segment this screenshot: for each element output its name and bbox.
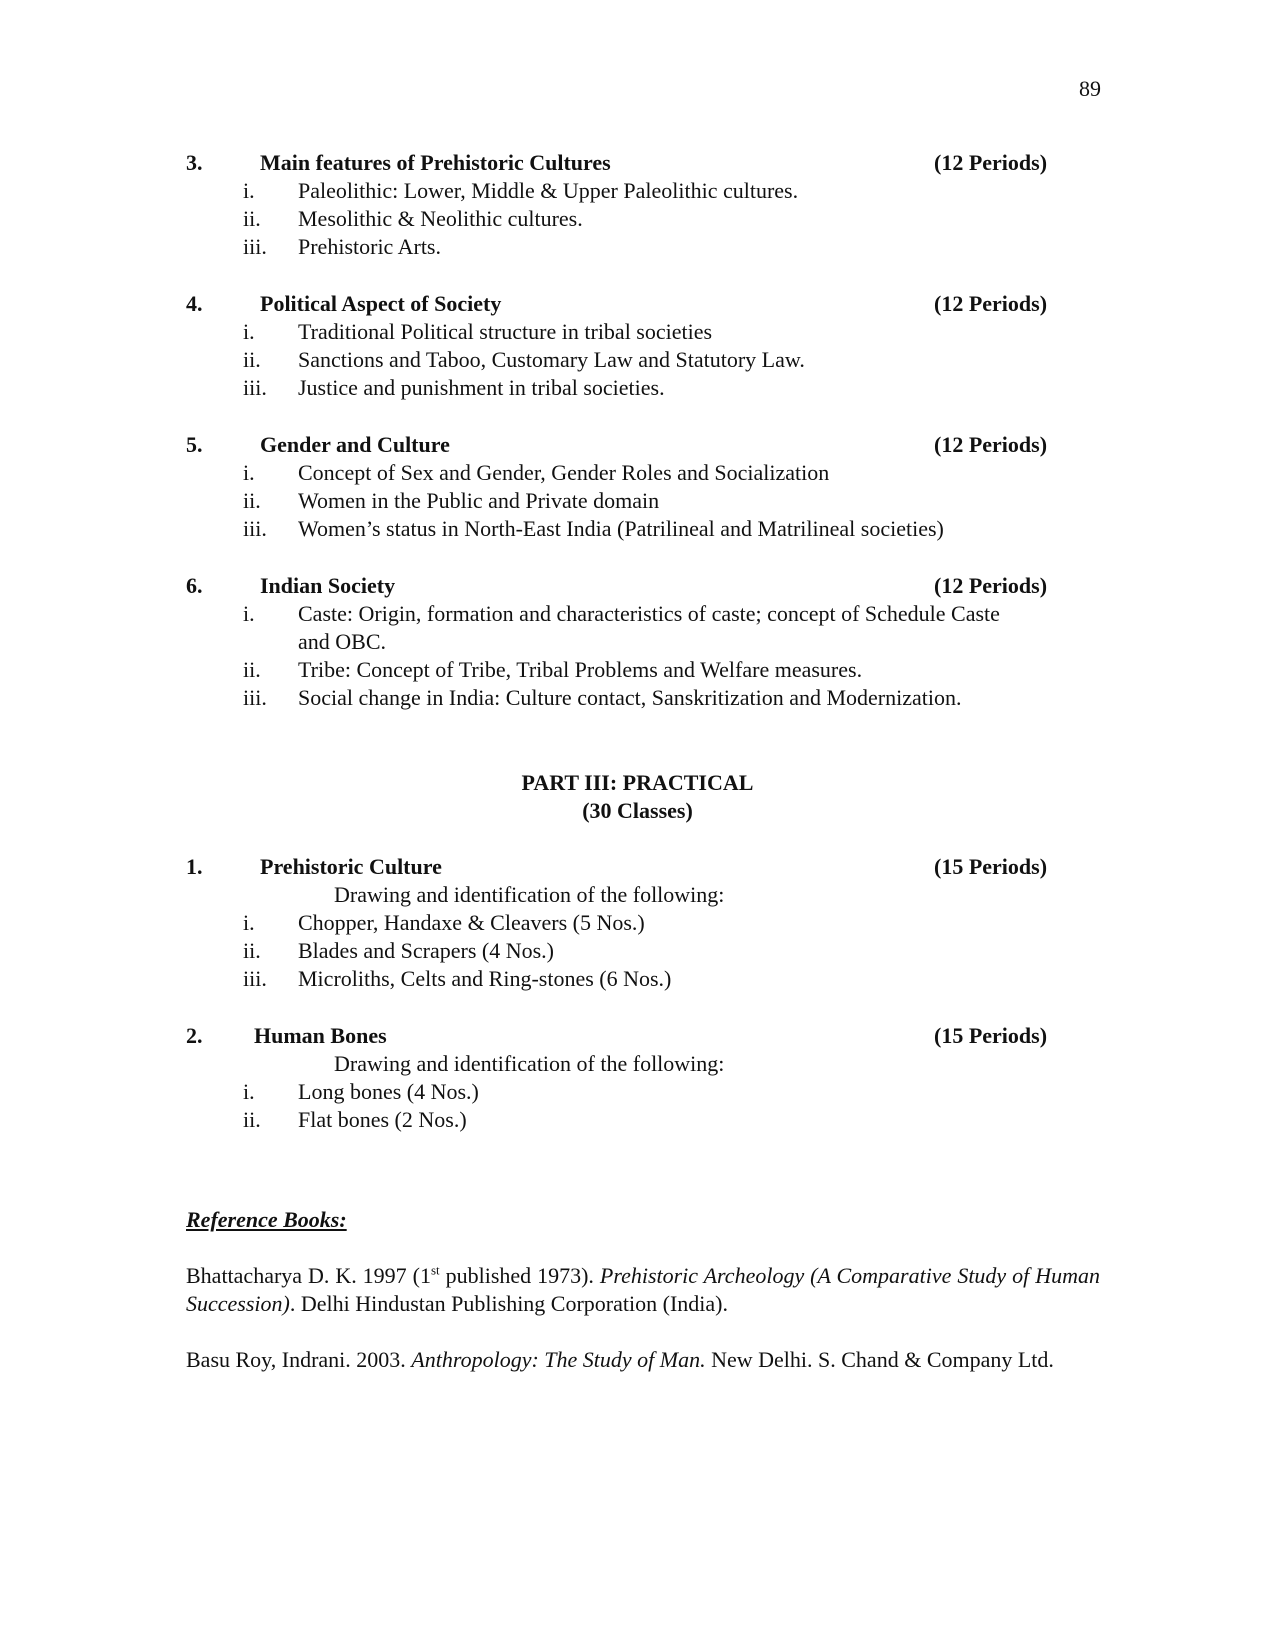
reference-publisher: New Delhi. S. Chand & Company Ltd.: [705, 1347, 1054, 1372]
part-title: PART III: PRACTICAL: [521, 770, 754, 795]
item-numeral: i.: [243, 460, 255, 485]
item-numeral: iii.: [243, 234, 267, 259]
reference-entry: [186, 1346, 1100, 1374]
item-text: Traditional Political structure in tribal societies: [298, 319, 713, 344]
item-text: Concept of Sex and Gender, Gender Roles and Socialization: [298, 460, 830, 485]
section-heading: [0, 432, 1275, 459]
item-text: Social change in India: Culture contact, Sanskritization and Modernization.: [298, 685, 962, 710]
list-item: [0, 347, 1275, 374]
item-numeral: iii.: [243, 685, 267, 710]
section-title: Prehistoric Culture: [260, 854, 442, 879]
page-number: 89: [1079, 76, 1101, 101]
references-heading: Reference Books:: [186, 1207, 347, 1232]
item-numeral: i.: [243, 178, 255, 203]
reference-superscript: st: [430, 1262, 440, 1278]
list-item: [0, 319, 1275, 346]
item-text: Women in the Public and Private domain: [298, 488, 660, 513]
item-numeral: i.: [243, 319, 255, 344]
item-numeral: iii.: [243, 375, 267, 400]
item-text: Women’s status in North-East India (Patrilineal and Matrilineal societies): [298, 516, 944, 541]
list-item: [0, 966, 1275, 993]
intro-text: Drawing and identification of the following:: [334, 1051, 725, 1076]
list-item: [0, 657, 1275, 684]
reference-text: Basu Roy, Indrani. 2003.: [186, 1347, 412, 1372]
section-title: Human Bones: [254, 1023, 387, 1048]
section-title: Indian Society: [260, 573, 396, 598]
section-number: 2.: [186, 1023, 203, 1048]
list-item: [0, 234, 1275, 261]
section-periods: (15 Periods): [934, 1023, 1048, 1048]
section-periods: (12 Periods): [934, 291, 1048, 316]
section-number: 5.: [186, 432, 203, 457]
list-item: [0, 910, 1275, 937]
reference-book-title: Prehistoric Archeology (A Comparative Study of Human Succession): [186, 1263, 1100, 1316]
item-text: Paleolithic: Lower, Middle & Upper Paleolithic cultures.: [298, 178, 799, 203]
section-number: 6.: [186, 573, 203, 598]
section-periods: (12 Periods): [934, 432, 1048, 457]
item-text: Tribe: Concept of Tribe, Tribal Problems and Welfare measures.: [298, 657, 863, 682]
section-number: 4.: [186, 291, 203, 316]
part-subtitle: (30 Classes): [582, 798, 693, 823]
list-item: [0, 375, 1275, 402]
section-heading: [0, 573, 1275, 600]
item-numeral: iii.: [243, 966, 267, 991]
intro-text: Drawing and identification of the following:: [334, 882, 725, 907]
reference-book-title: Anthropology: The Study of Man.: [411, 1347, 706, 1372]
list-item: [0, 1079, 1275, 1106]
section-intro: [0, 1051, 1275, 1078]
section-heading: [0, 291, 1275, 318]
reference-text: Bhattacharya D. K. 1997 (1: [186, 1263, 431, 1288]
reference-text: published 1973).: [439, 1263, 600, 1288]
section-title: Gender and Culture: [260, 432, 450, 457]
item-numeral: iii.: [243, 516, 267, 541]
item-numeral: ii.: [243, 347, 261, 372]
section-intro: [0, 882, 1275, 909]
item-text: Microliths, Celts and Ring-stones (6 Nos.): [298, 966, 672, 991]
section-periods: (12 Periods): [934, 573, 1048, 598]
item-text: Mesolithic & Neolithic cultures.: [298, 206, 583, 231]
section-periods: (15 Periods): [934, 854, 1048, 879]
section-heading: [0, 1023, 1275, 1050]
list-item: [0, 488, 1275, 515]
list-item-continuation: [0, 629, 1275, 656]
reference-publisher: . Delhi Hindustan Publishing Corporation (India).: [289, 1291, 728, 1316]
item-text: Blades and Scrapers (4 Nos.): [298, 938, 554, 963]
section-number: 1.: [186, 854, 203, 879]
list-item: [0, 178, 1275, 205]
item-numeral: i.: [243, 601, 255, 626]
item-text: Chopper, Handaxe & Cleavers (5 Nos.): [298, 910, 645, 935]
list-item: [0, 206, 1275, 233]
item-numeral: ii.: [243, 1107, 261, 1132]
section-heading: [0, 854, 1275, 881]
item-numeral: ii.: [243, 206, 261, 231]
section-heading: [0, 150, 1275, 177]
item-numeral: ii.: [243, 488, 261, 513]
list-item: [0, 460, 1275, 487]
section-title: Political Aspect of Society: [260, 291, 502, 316]
list-item: [0, 938, 1275, 965]
section-periods: (12 Periods): [934, 150, 1048, 175]
item-text: Long bones (4 Nos.): [298, 1079, 479, 1104]
section-number: 3.: [186, 150, 203, 175]
list-item: [0, 516, 1275, 543]
list-item: [0, 685, 1275, 712]
item-numeral: i.: [243, 1079, 255, 1104]
item-text: Sanctions and Taboo, Customary Law and Statutory Law.: [298, 347, 805, 372]
item-numeral: ii.: [243, 657, 261, 682]
list-item: [0, 601, 1275, 628]
list-item: [0, 1107, 1275, 1134]
item-numeral: ii.: [243, 938, 261, 963]
item-text: and OBC.: [298, 629, 386, 654]
item-text: Justice and punishment in tribal societies.: [298, 375, 665, 400]
section-title: Main features of Prehistoric Cultures: [260, 150, 611, 175]
item-text: Prehistoric Arts.: [298, 234, 441, 259]
item-text: Caste: Origin, formation and characteristics of caste; concept of Schedule Caste: [298, 601, 1000, 626]
item-numeral: i.: [243, 910, 255, 935]
item-text: Flat bones (2 Nos.): [298, 1107, 467, 1132]
reference-entry: [186, 1262, 1100, 1318]
